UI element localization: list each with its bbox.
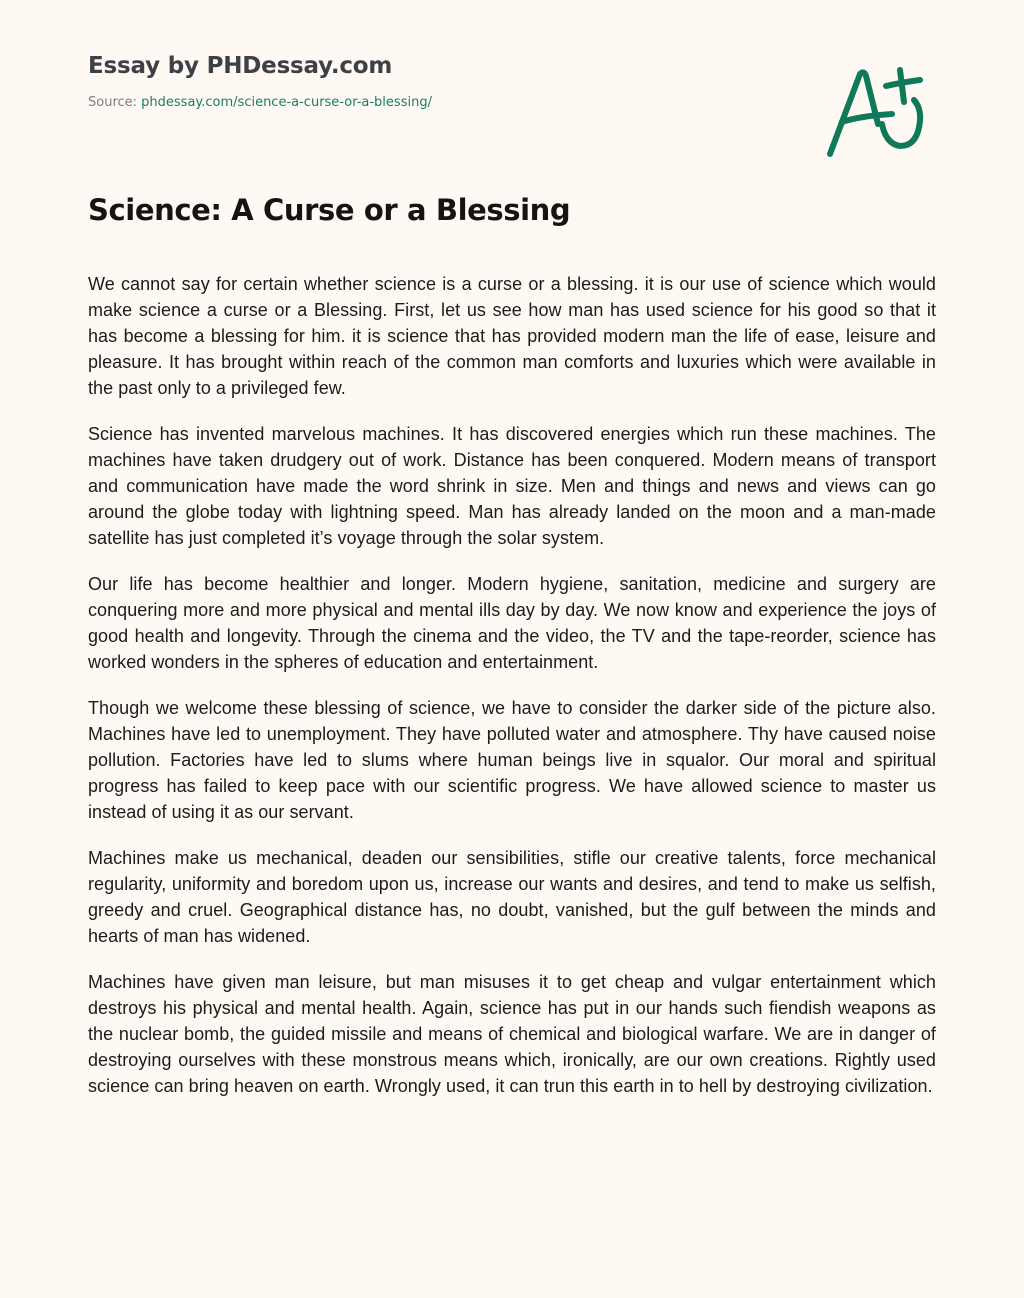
essay-paragraph: Though we welcome these blessing of science, we have to consider the darker side of the picture also. Machines have led to unemployment. They have polluted water and atmosphere. Thy have caused noise pollution. Factories have led to slums where human beings live in squalor. Our moral and spiritual progress has failed to keep pace with our scientific progress. We have allowed science to master us instead of using it as our servant. bbox=[88, 698, 936, 822]
site-title: Essay by PHDessay.com bbox=[88, 53, 393, 79]
essay-paragraph: Machines make us mechanical, deaden our sensibilities, stifle our creative talents, force mechanical regularity, uniformity and boredom upon us, increase our wants and desires, and tend to make us selfish, greedy and cruel. Geographical distance has, no doubt, vanished, but the gulf between the minds and hearts of man has widened. bbox=[88, 848, 936, 946]
a-plus-grade-icon bbox=[820, 62, 935, 162]
essay-paragraph: Machines have given man leisure, but man misuses it to get cheap and vulgar entertainment which destroys his physical and mental health. Again, science has put in our hands such fiendish weapons as the nuclear bomb, the guided missile and means of chemical and biological warfare. We are in danger of destroying ourselves with these monstrous means which, ironically, are our own creations. Rightly used science can bring heaven on earth. Wrongly used, it can trun this earth in to hell by destroying civilization. bbox=[88, 972, 936, 1096]
essay-paragraph: We cannot say for certain whether science is a curse or a blessing. it is our use of science which would make science a curse or a Blessing. First, let us see how man has used science for his good so that it has become a blessing for him. it is science that has provided modern man the life of ease, leisure and pleasure. It has brought within reach of the common man comforts and luxuries which were available in the past only to a privileged few. bbox=[88, 274, 936, 398]
source-label: Source: bbox=[88, 95, 142, 110]
page-header bbox=[88, 50, 432, 112]
essay-paragraph: Science has invented marvelous machines. It has discovered energies which run these machines. The machines have taken drudgery out of work. Distance has been conquered. Modern means of transport and communication have made the word shrink in size. Men and things and news and views can go around the globe today with lightning speed. Man has already landed on the moon and a man-made satellite has just completed it’s voyage through the solar system. bbox=[88, 424, 936, 548]
essay-title: Science: A Curse or a Blessing bbox=[88, 193, 571, 227]
essay-paragraph: Our life has become healthier and longer. Modern hygiene, sanitation, medicine and surgery are conquering more and more physical and mental ills day by day. We now know and experience the joys of good health and longevity. Through the cinema and the video, the TV and the tape-reorder, science has worked wonders in the spheres of education and entertainment. bbox=[88, 574, 936, 672]
essay-body bbox=[88, 271, 936, 1119]
source-link[interactable]: phdessay.com/science-a-curse-or-a-blessing/ bbox=[141, 95, 432, 110]
source-line bbox=[88, 94, 432, 112]
